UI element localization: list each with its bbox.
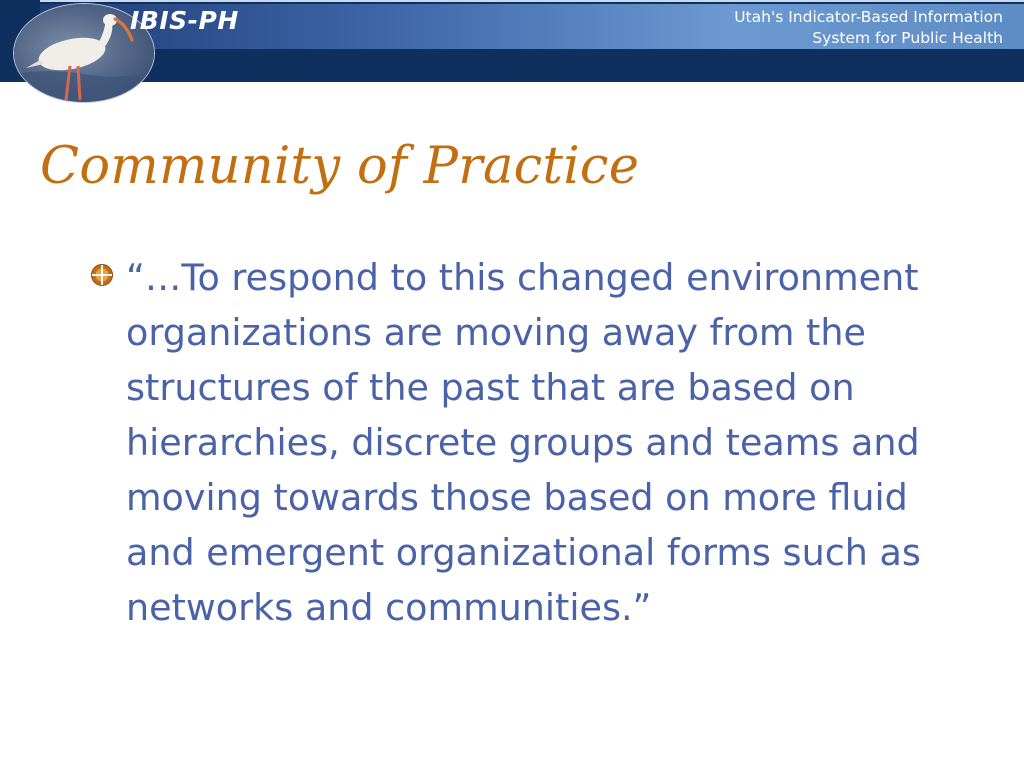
system-name [734,7,1003,49]
system-name-line-1: Utah's Indicator-Based Information [734,8,1003,26]
slide-title: Community of Practice [40,137,640,196]
system-name-line-2: System for Public Health [812,29,1003,47]
app-name: IBIS-PH [130,6,239,35]
header-top-line [40,0,1024,2]
orange-crosshair-bullet-icon [90,263,114,287]
bullet-text: “…To respond to this changed environment organizations are moving away from the structures of the past that are based on hierarchies, discrete groups and teams and moving towards those based on more fluid and emergent organizational forms such as networks and communities.” [126,256,921,629]
